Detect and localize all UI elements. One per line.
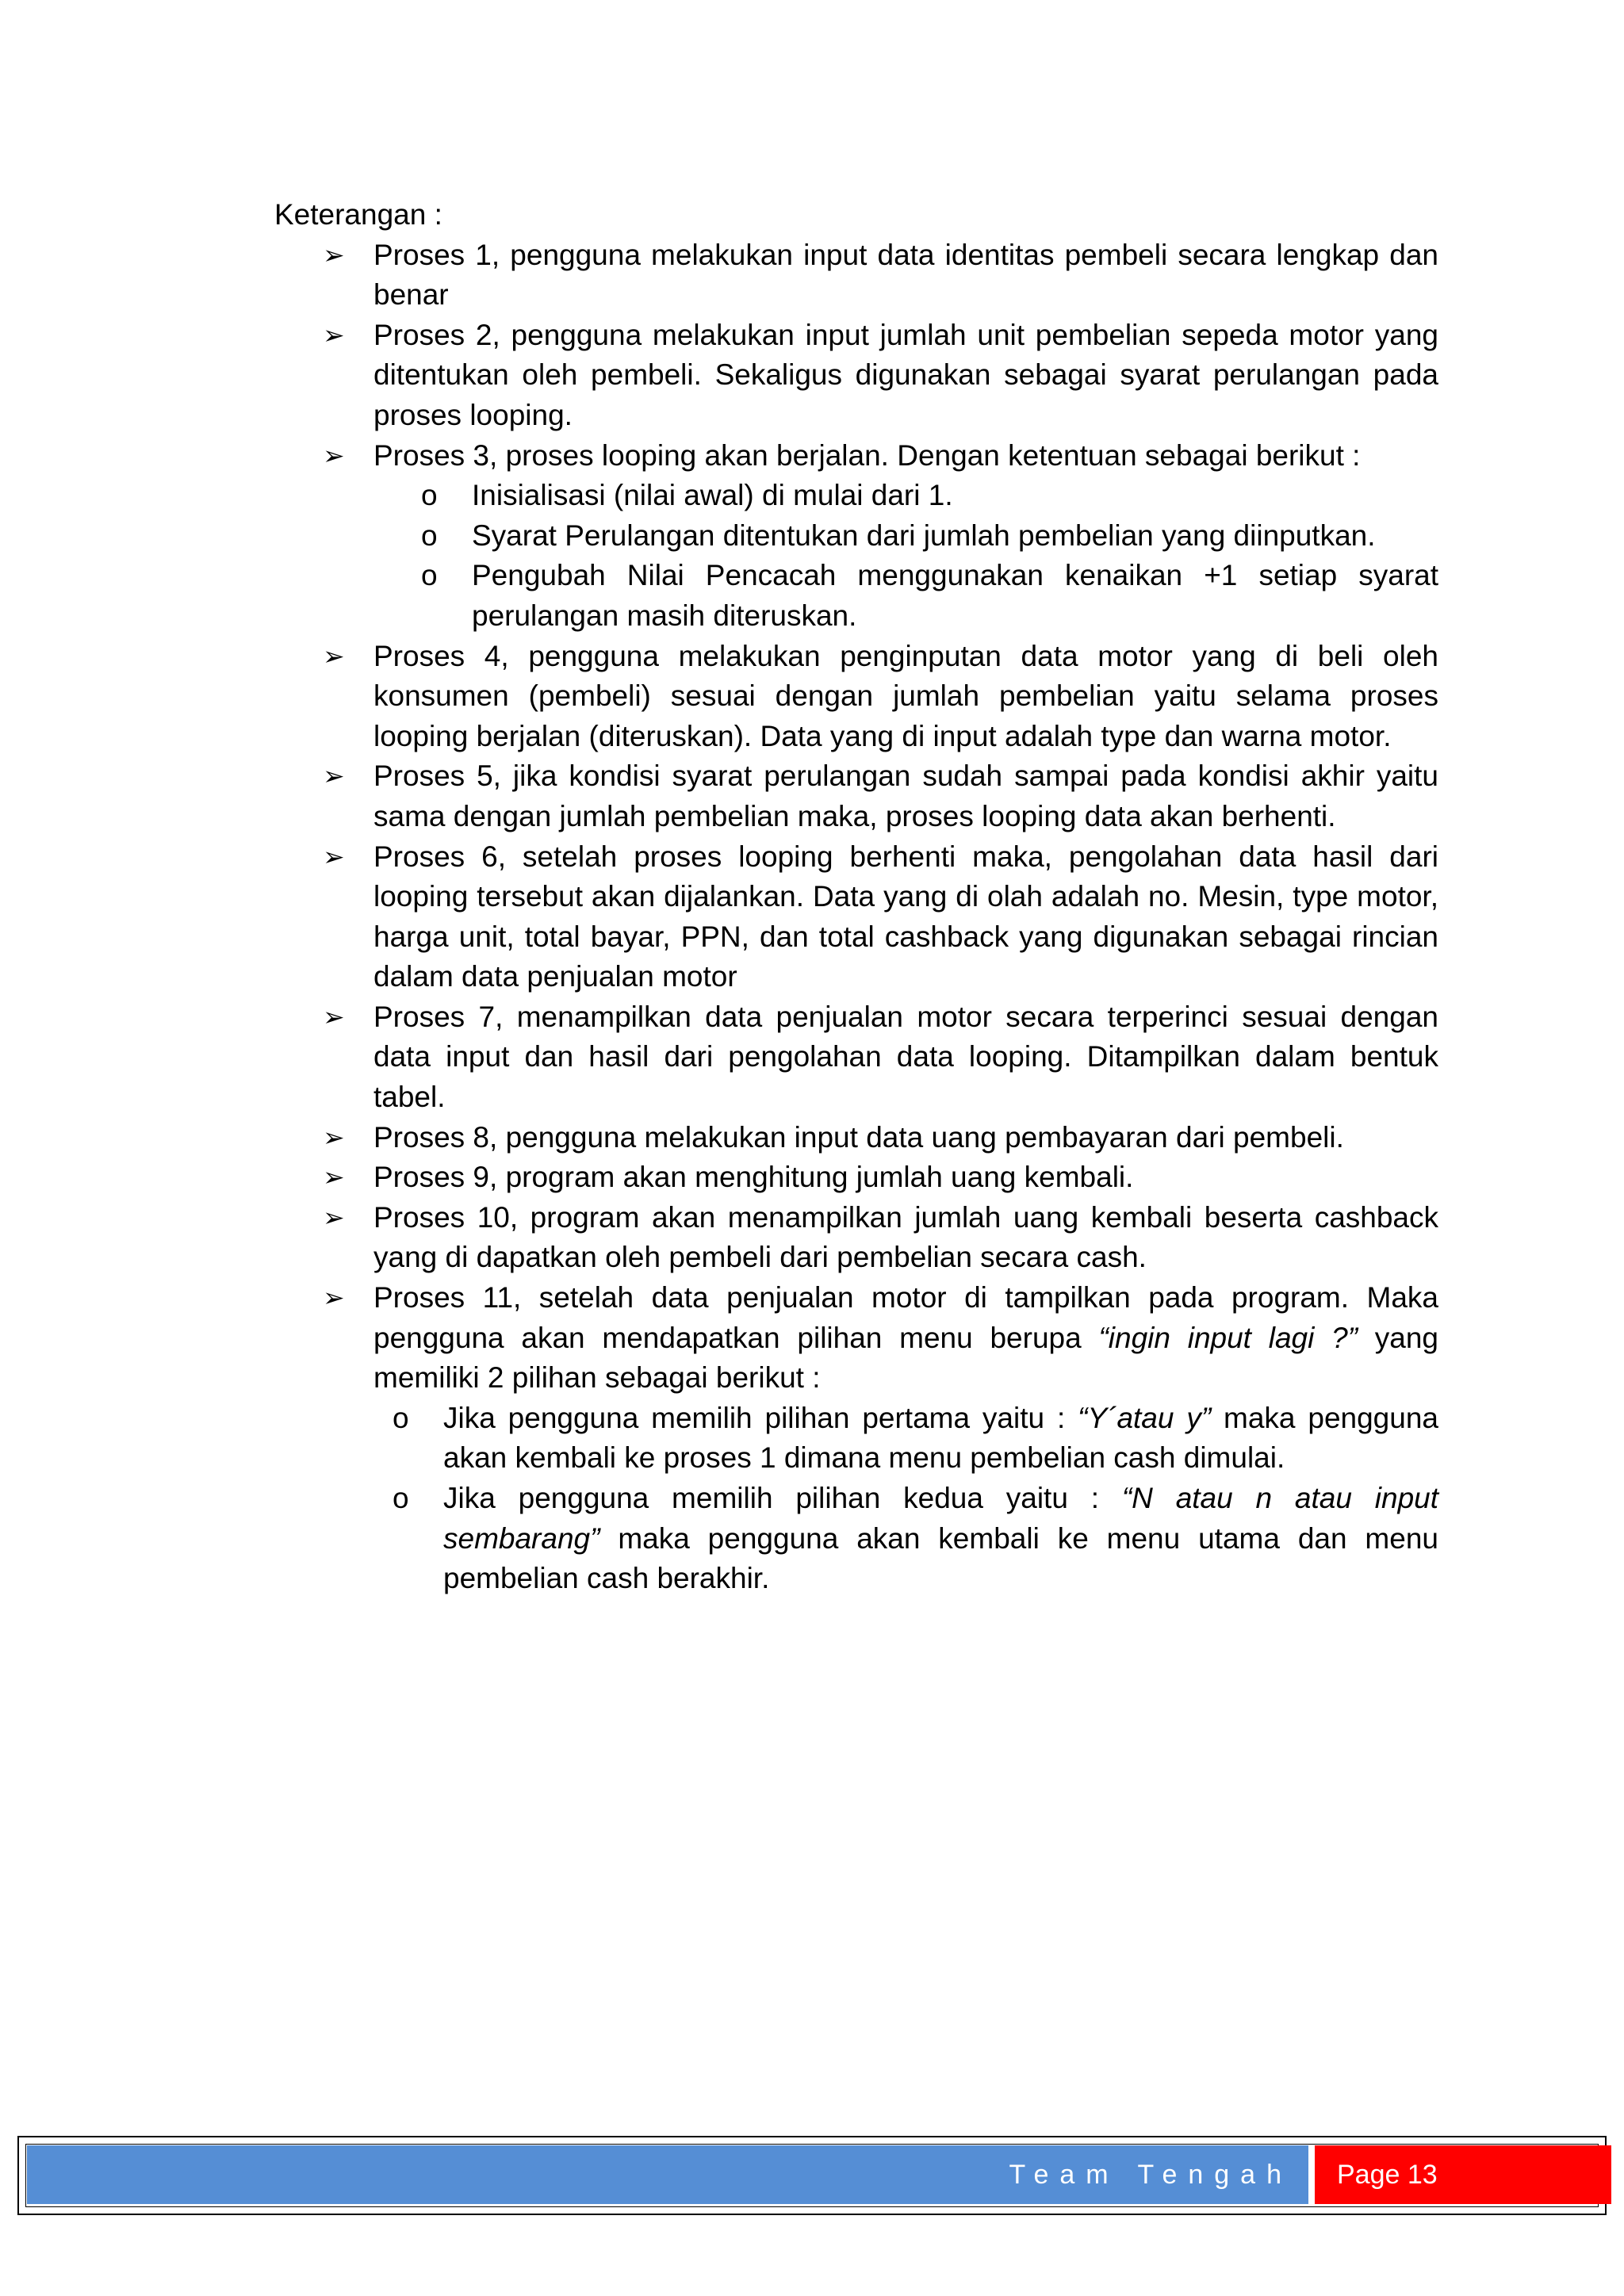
list-item-text: Proses 3, proses looping akan berjalan. Dengan ketentuan sebagai berikut : [373, 438, 1361, 472]
list-item-text: Proses 7, menampilkan data penjualan motor secara terperinci sesuai dengan data input dan hasil dari pengolahan data looping. Ditampilkan dalam bentuk tabel. [373, 1000, 1438, 1114]
sub-list-item-text: Syarat Perulangan ditentukan dari jumlah pembelian yang diinputkan. [472, 519, 1376, 552]
arrow-bullet-icon: ➢ [323, 1282, 345, 1314]
arrow-bullet-icon: ➢ [323, 640, 345, 672]
text-run: yang memiliki 2 pilihan sebagai berikut : [373, 1321, 1439, 1395]
sub-list-item [393, 1399, 1438, 1479]
arrow-bullet-icon: ➢ [323, 239, 345, 270]
arrow-bullet-icon: ➢ [323, 760, 345, 792]
list-item [323, 436, 1438, 637]
list-item [323, 1278, 1439, 1599]
sub-list-item-text: Pengubah Nilai Pencacah menggunakan kenaikan +1 setiap syarat perulangan masih diteruskan. [472, 559, 1438, 632]
sub-list-item [421, 556, 1438, 636]
sub-list-item-text [443, 1482, 1438, 1594]
arrow-bullet-icon: ➢ [323, 1161, 345, 1193]
text-run: maka pengguna akan kembali ke menu utama dan menu pembelian cash berakhir. [443, 1521, 1438, 1595]
list-item [323, 756, 1438, 836]
circle-bullet-icon: o [393, 1482, 409, 1514]
list-item-text: Proses 10, program akan menampilkan jumlah uang kembali beserta cashback yang di dapatkan oleh pembeli dari pembelian secara cash. [373, 1200, 1438, 1274]
circle-bullet-icon: o [393, 1401, 409, 1434]
list-item [323, 1158, 1438, 1198]
list-item [323, 1198, 1438, 1278]
arrow-bullet-icon: ➢ [323, 319, 345, 350]
list-item [323, 1118, 1438, 1158]
list-item [323, 997, 1438, 1118]
sub-list [373, 1399, 1438, 1599]
list-item [323, 316, 1438, 436]
process-list [274, 235, 1438, 1599]
sub-list-item [421, 516, 1438, 557]
circle-bullet-icon: o [421, 479, 438, 512]
arrow-bullet-icon: ➢ [323, 1001, 345, 1032]
list-item [323, 637, 1438, 757]
list-item-text: Proses 2, pengguna melakukan input jumlah unit pembelian sepeda motor yang ditentukan oleh pembeli. Sekaligus digunakan sebagai syarat perulangan pada proses looping. [373, 318, 1438, 431]
team-name-bar: Team Tengah [27, 2145, 1308, 2204]
arrow-bullet-icon: ➢ [323, 1201, 345, 1233]
text-run: Jika pengguna memilih pilihan kedua yaitu : [443, 1482, 1122, 1514]
text-run: Jika pengguna memilih pilihan pertama yaitu : [443, 1401, 1078, 1434]
list-item-text: Proses 4, pengguna melakukan penginputan data motor yang di beli oleh konsumen (pembeli) sesuai dengan jumlah pembelian yaitu selama proses looping berjalan (diteruskan). Data yang di input adalah type dan warna motor. [373, 639, 1438, 752]
list-item-text: Proses 5, jika kondisi syarat perulangan sudah sampai pada kondisi akhir yaitu sama dengan jumlah pembelian maka, proses looping data akan berhenti. [373, 760, 1438, 832]
list-item [323, 837, 1438, 997]
section-heading: Keterangan : [274, 198, 442, 231]
italic-text: “N atau n atau input sembarang” [443, 1482, 1438, 1555]
list-item-text: Proses 8, pengguna melakukan input data uang pembayaran dari pembeli. [373, 1120, 1344, 1154]
italic-text: “Y´atau y” [1078, 1401, 1212, 1434]
sub-list-item-text [443, 1402, 1438, 1475]
list-item-text: Proses 6, setelah proses looping berhenti maka, pengolahan data hasil dari looping tersebut akan dijalankan. Data yang di olah adalah no. Mesin, type motor, harga unit, total bayar, PPN, dan total cashback yang digunakan sebagai rincian dalam data penjualan motor [373, 840, 1438, 993]
italic-text: “ingin input lagi ?” [1098, 1321, 1358, 1354]
list-item-text: Proses 1, pengguna melakukan input data identitas pembeli secara lengkap dan benar [373, 238, 1438, 312]
circle-bullet-icon: o [421, 519, 438, 552]
list-item [323, 235, 1438, 316]
page-number-bar: Page 13 [1315, 2145, 1611, 2204]
arrow-bullet-icon: ➢ [323, 1121, 345, 1153]
sub-list-item-text: Inisialisasi (nilai awal) di mulai dari 1. [472, 479, 953, 512]
text-run: maka pengguna akan kembali ke proses 1 dimana menu pembelian cash dimulai. [443, 1401, 1438, 1475]
circle-bullet-icon: o [421, 559, 438, 592]
sub-list-item [421, 476, 1438, 516]
document-body [274, 195, 1438, 1599]
arrow-bullet-icon: ➢ [323, 840, 345, 872]
list-item-text: Proses 9, program akan menghitung jumlah uang kembali. [373, 1161, 1134, 1194]
page-footer [17, 2136, 1607, 2215]
list-item-text [373, 1281, 1438, 1394]
arrow-bullet-icon: ➢ [323, 439, 345, 471]
sub-list [373, 476, 1438, 636]
text-run: Proses 11, setelah data penjualan motor di tampilkan pada program. Maka pengguna akan mendapatkan pilihan menu berupa [373, 1281, 1438, 1354]
sub-list-item [393, 1479, 1438, 1599]
